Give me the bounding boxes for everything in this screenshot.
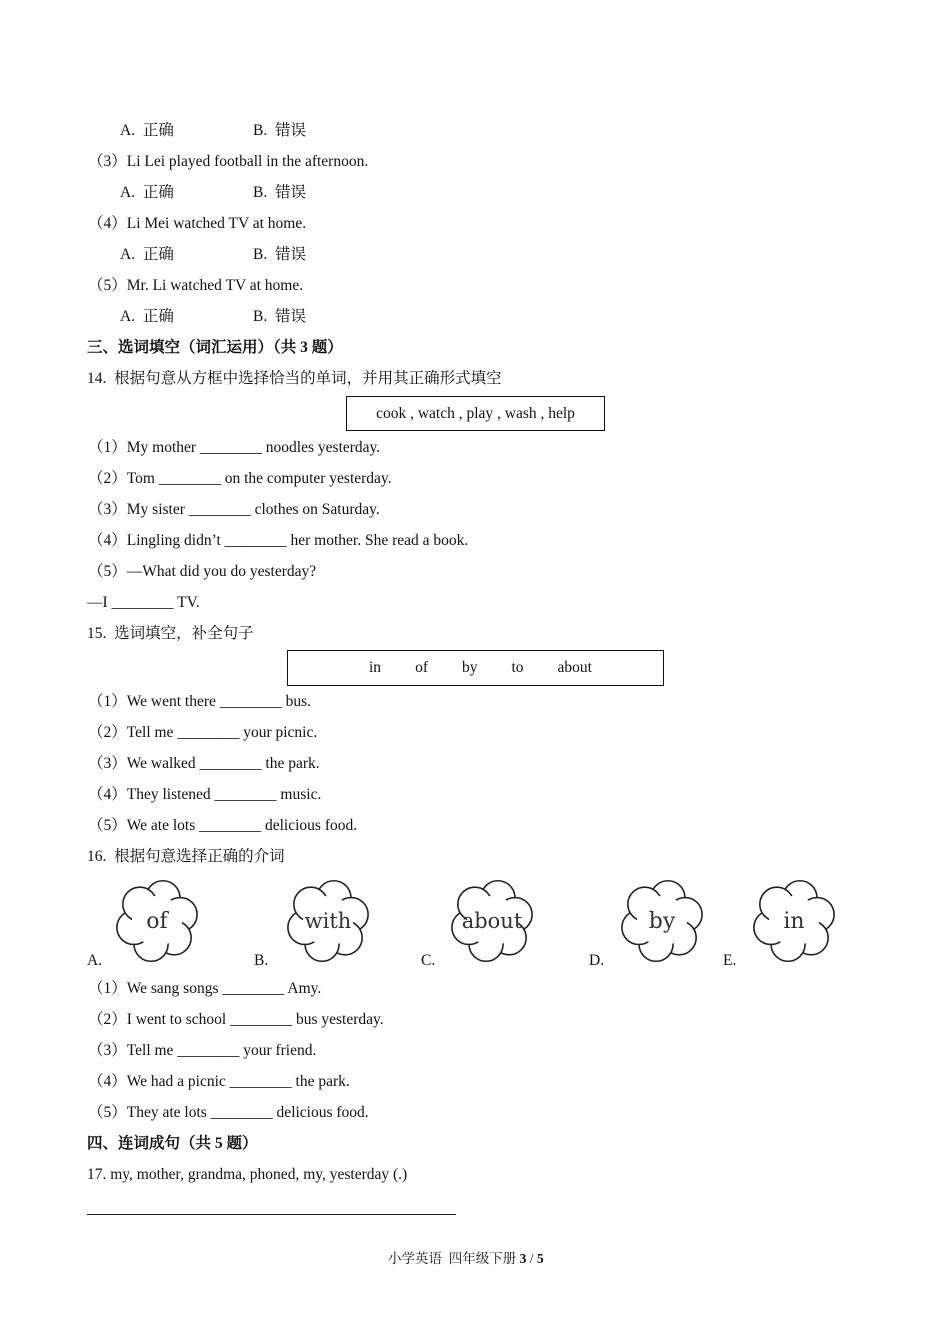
q16-item-3: （3）Tell me ________ your friend. [88,1042,317,1059]
q14-item-4: （4）Lingling didn’t ________ her mother. She read a book. [88,532,469,549]
option-b-wrong: B. 错误 [253,308,306,325]
section-4-title: 四、连词成句（共 5 题） [87,1135,258,1152]
q15-word: in [369,659,382,676]
q15-stem: 15. 选词填空，补全句子 [87,625,254,642]
footer-page-total: 5 [536,1251,544,1266]
option-a-correct: A. 正确 [120,308,174,325]
q13-item-4: （4）Li Mei watched TV at home. [88,215,307,232]
q16-option-word: of [146,909,168,934]
q14-item-1: （1）My mother ________ noodles yesterday. [88,439,381,456]
option-a-correct: A. 正确 [120,122,174,139]
q16-option-word: about [461,909,523,933]
q16-item-1: （1）We sang songs ________ Amy. [88,980,322,997]
q15-item-5: （5）We ate lots ________ delicious food. [88,817,358,834]
q16-option-flower [744,876,844,966]
q16-option-letter: B. [254,952,269,969]
option-b-wrong: B. 错误 [253,246,306,263]
q15-word: to [511,659,524,676]
q15-item-4: （4）They listened ________ music. [88,786,322,803]
q16-stem: 16. 根据句意选择正确的介词 [87,848,285,865]
q16-option-flower [278,876,378,966]
q14-stem: 14. 根据句意从方框中选择恰当的单词，并用其正确形式填空 [87,370,502,387]
q14-item-5: （5）—What did you do yesterday? [88,563,317,580]
q14-word-box-text: cook , watch , play , wash , help [376,404,575,422]
q15-word-box [287,650,664,686]
q15-word: by [461,659,478,676]
q16-option-word: with [304,909,352,933]
q14-item-3: （3）My sister ________ clothes on Saturday. [88,501,380,518]
option-a-correct: A. 正确 [120,246,174,263]
q13-item-3: （3）Li Lei played football in the afternoon. [88,153,369,170]
q15-word: of [415,659,428,676]
footer-page-number: 3 [519,1251,527,1266]
option-b-wrong: B. 错误 [253,184,306,201]
q16-option-word: in [783,909,805,934]
q16-item-4: （4）We had a picnic ________ the park. [88,1073,350,1090]
q14-word-box [346,396,605,431]
q16-option-letter: A. [87,952,103,969]
q16-item-5: （5）They ate lots ________ delicious food. [88,1104,369,1121]
footer-text: 小学英语 四年级下册 [388,1251,520,1266]
footer-separator: / [526,1251,537,1266]
q17-stem: 17. my, mother, grandma, phoned, my, yesterday (.) [87,1166,408,1183]
q14-item-5-answer: —I ________ TV. [87,594,200,611]
section-3-title: 三、选词填空（词汇运用）（共 3 题） [87,339,343,356]
q15-word: about [557,659,592,676]
q16-option-letter: C. [421,952,436,969]
q16-option-flower [107,876,207,966]
q16-item-2: （2）I went to school ________ bus yesterday. [88,1011,384,1028]
q16-option-flower [442,876,542,966]
q15-item-2: （2）Tell me ________ your picnic. [88,724,318,741]
q15-item-3: （3）We walked ________ the park. [88,755,320,772]
q16-option-word: by [648,909,676,934]
page-footer [388,1247,544,1267]
option-b-wrong: B. 错误 [253,122,306,139]
q16-option-letter: E. [723,952,737,969]
q13-item-5: （5）Mr. Li watched TV at home. [88,277,304,294]
q16-option-letter: D. [589,952,605,969]
q17-answer-line [87,1214,456,1215]
option-a-correct: A. 正确 [120,184,174,201]
q16-option-flower [612,876,712,966]
q15-item-1: （1）We went there ________ bus. [88,693,312,710]
q14-item-2: （2）Tom ________ on the computer yesterday. [88,470,392,487]
